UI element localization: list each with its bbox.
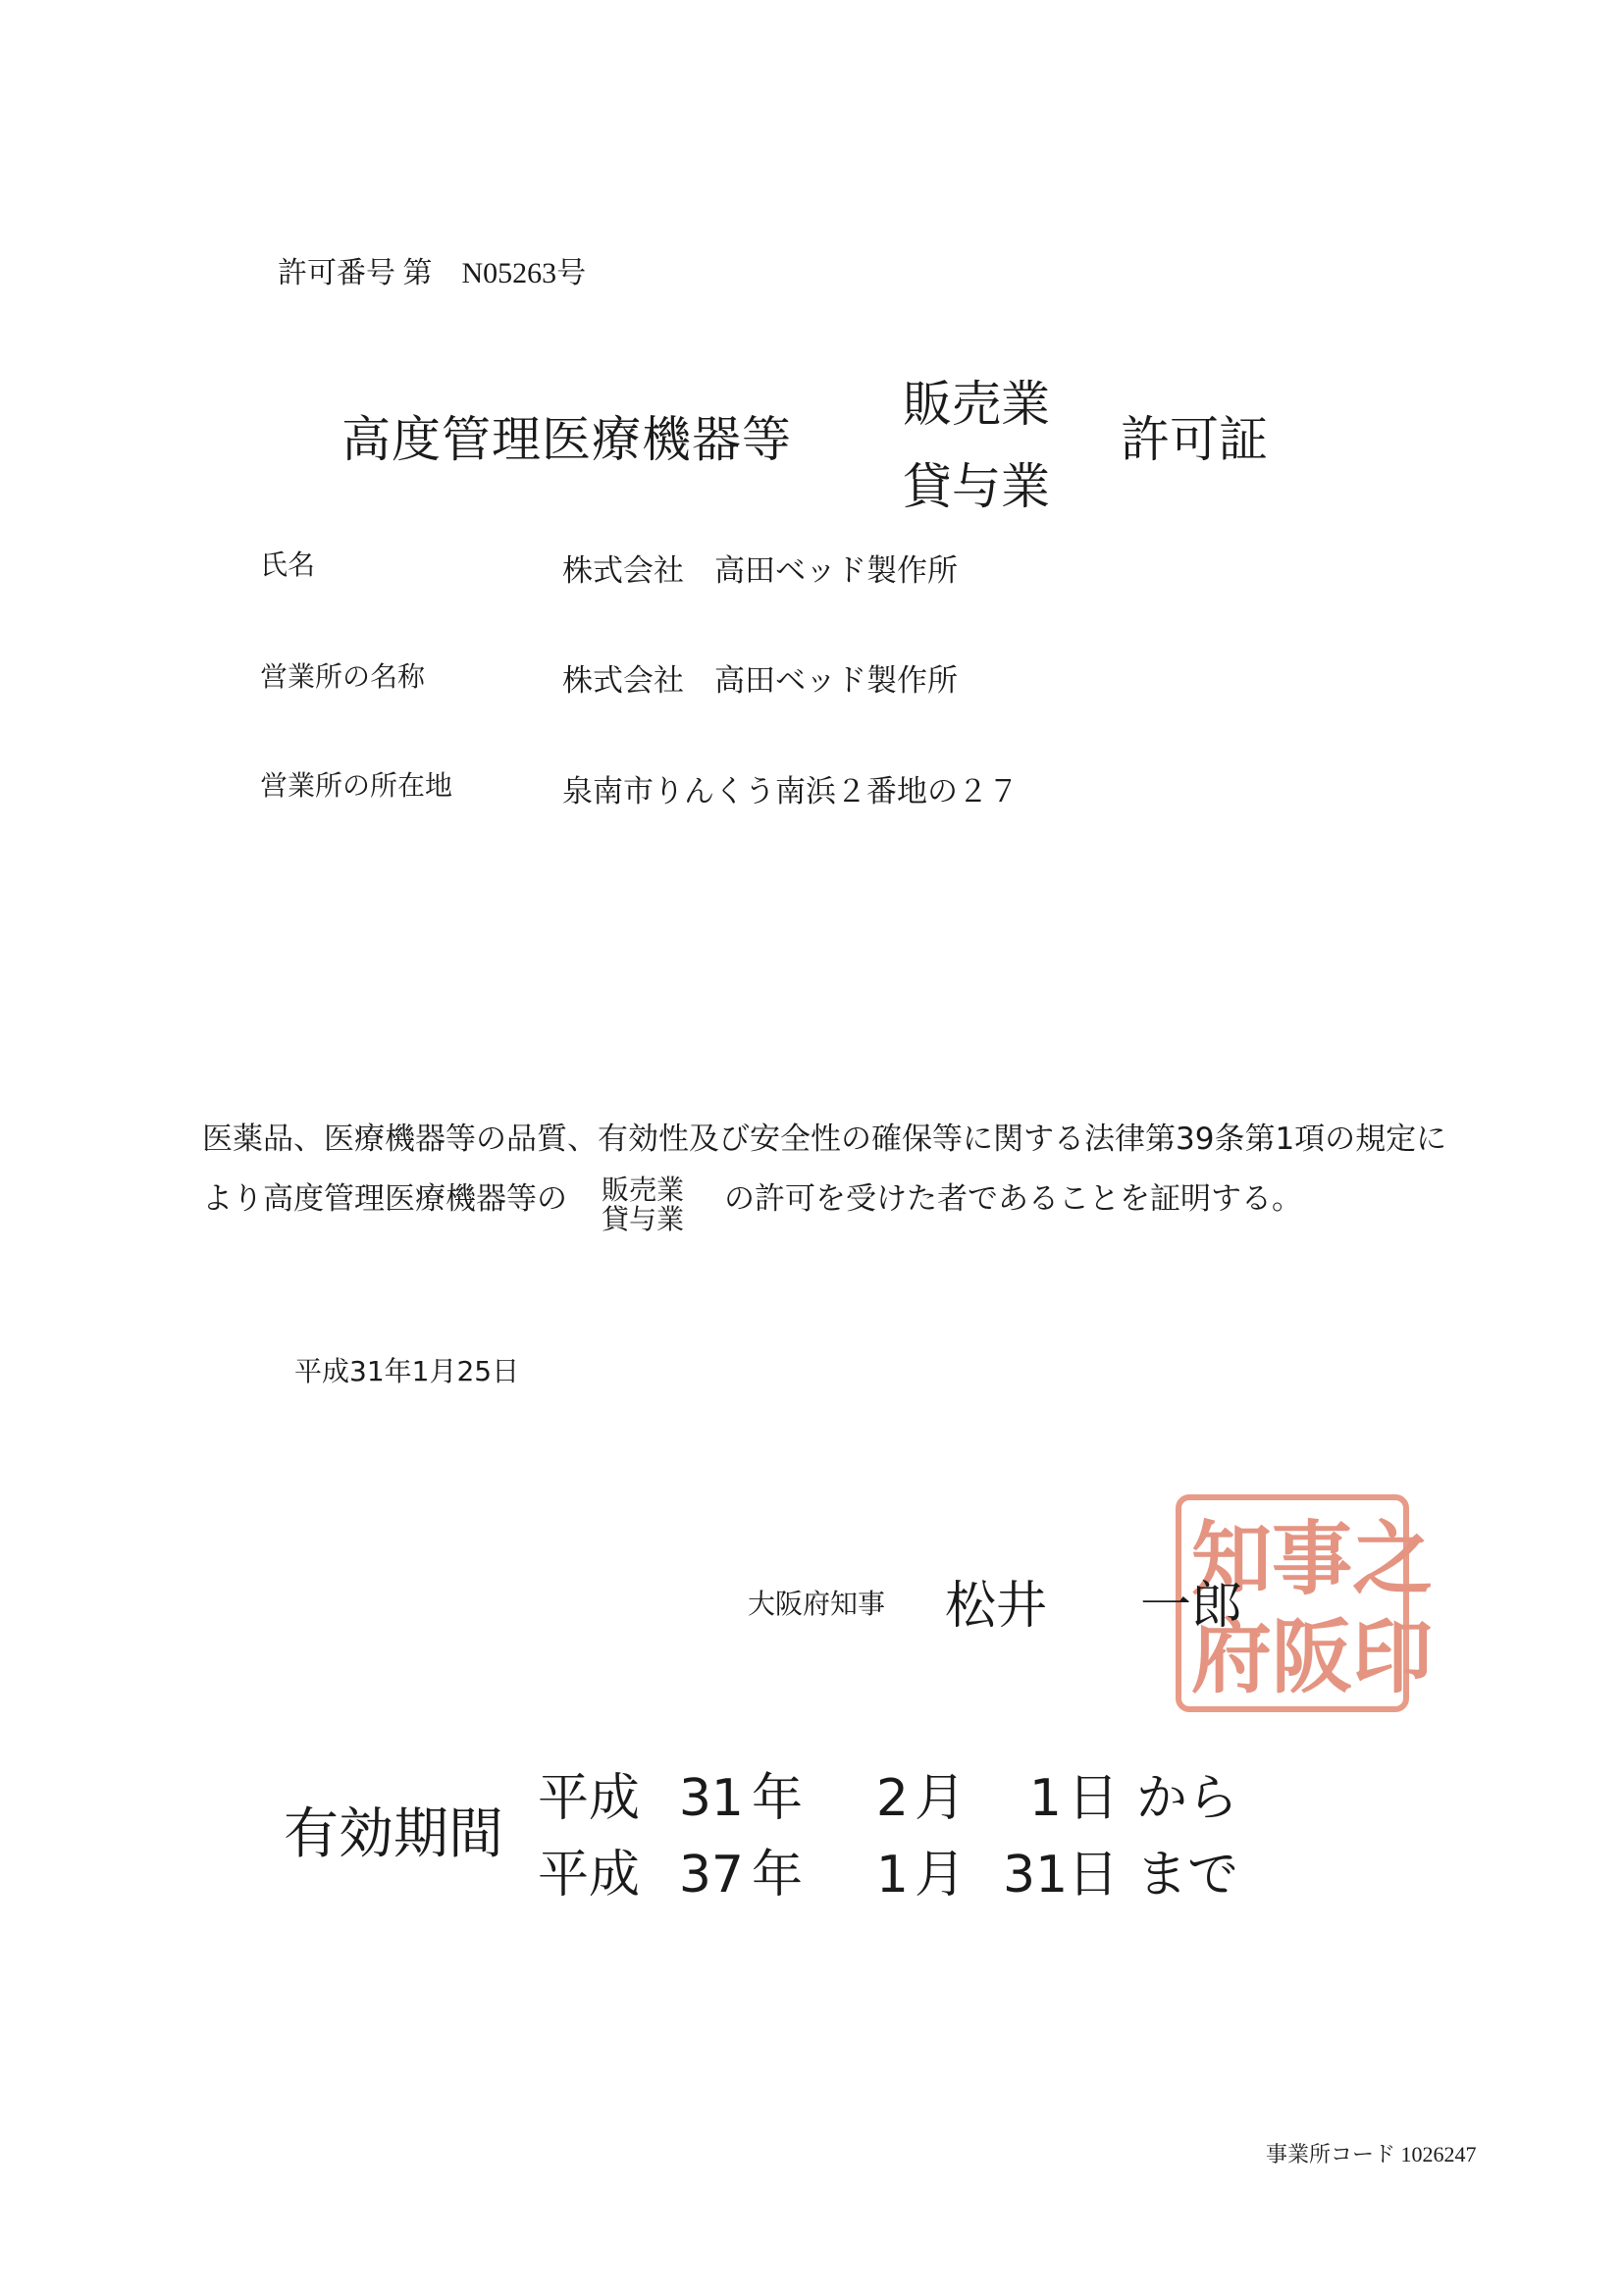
- seal-char: 印: [1352, 1610, 1434, 1704]
- validity-from-month: 2: [875, 1769, 909, 1828]
- validity-from-year-unit: 年: [752, 1769, 804, 1828]
- validity-to-month: 1: [875, 1846, 909, 1905]
- statement-line-2-suffix: の許可を受けた者であることを証明する。: [724, 1181, 1302, 1217]
- field-label-name: 氏名: [260, 548, 316, 581]
- seal-char: 事: [1272, 1512, 1353, 1606]
- issuer-family-name: 松井: [945, 1577, 1048, 1636]
- validity-to-suffix: まで: [1136, 1846, 1239, 1905]
- field-label-office-address: 営業所の所在地: [260, 769, 453, 802]
- statement-line-1: 医薬品、医療機器等の品質、有効性及び安全性の確保等に関する法律第39条第1項の規定に: [202, 1122, 1447, 1157]
- office-code: 事業所コード 1026247: [1266, 2142, 1477, 2166]
- validity-to: [538, 1833, 1238, 1906]
- issue-date: 平成31年1月25日: [294, 1355, 520, 1387]
- statement-line-2-prefix: より高度管理医療機器等の: [202, 1181, 567, 1217]
- business-type-lending: 貸与業: [903, 458, 1050, 515]
- issuer-title: 大阪府知事: [748, 1588, 886, 1620]
- seal-char: 知: [1191, 1512, 1273, 1606]
- seal-char: 阪: [1272, 1610, 1353, 1704]
- validity-from-day: 1: [1028, 1769, 1062, 1828]
- validity-from-suffix: から: [1136, 1769, 1239, 1828]
- validity-from-year: 31: [678, 1769, 744, 1828]
- validity-to-month-unit: 月: [915, 1846, 967, 1905]
- field-value-name: 株式会社 高田ベッド製作所: [562, 553, 958, 589]
- validity-from-era: 平成: [538, 1769, 641, 1828]
- field-label-office-name: 営業所の名称: [260, 660, 426, 693]
- field-value-office-address: 泉南市りんくう南浜２番地の２７: [562, 774, 1019, 809]
- issuer-given-name: 一郎: [1140, 1577, 1243, 1636]
- statement-type-sales: 販売業: [602, 1174, 685, 1206]
- validity-to-day: 31: [1003, 1846, 1069, 1905]
- seal-char: 府: [1191, 1610, 1273, 1704]
- validity-to-year-unit: 年: [752, 1846, 804, 1905]
- statement-business-types: [602, 1175, 684, 1234]
- validity-to-era: 平成: [538, 1846, 641, 1905]
- permit-number: 許可番号 第 N05263号: [278, 257, 587, 289]
- validity-from: [538, 1756, 1238, 1830]
- validity-label: 有効期間: [284, 1802, 503, 1866]
- validity-from-month-unit: 月: [915, 1769, 967, 1828]
- statement-type-lending: 貸与業: [602, 1203, 685, 1235]
- validity-to-year: 37: [678, 1846, 744, 1905]
- business-types: [903, 363, 1050, 528]
- business-type-sales: 販売業: [903, 376, 1050, 433]
- seal-char: 之: [1352, 1512, 1434, 1606]
- certificate-title-suffix: 許可証: [1121, 411, 1268, 468]
- validity-to-day-unit: 日: [1068, 1846, 1120, 1905]
- validity-from-day-unit: 日: [1068, 1769, 1120, 1828]
- certificate-title: 高度管理医療機器等: [341, 411, 792, 468]
- field-value-office-name: 株式会社 高田ベッド製作所: [562, 663, 958, 699]
